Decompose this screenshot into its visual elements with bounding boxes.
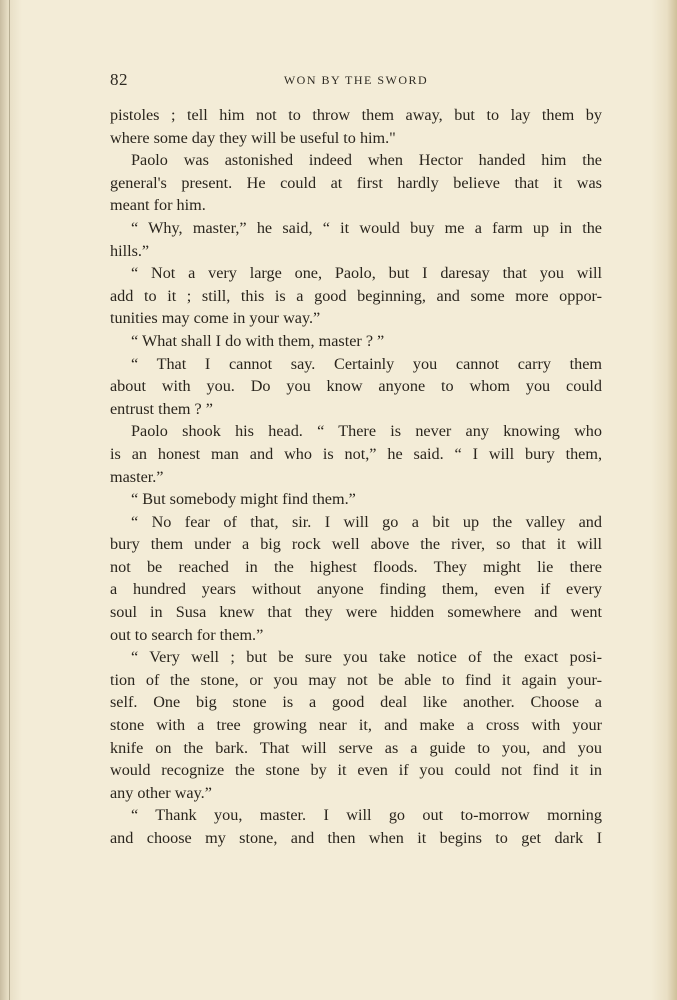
paragraph <box>110 511 602 647</box>
text-line: “ What shall I do with them, master ? ” <box>131 331 385 350</box>
text-line: general's present. He could at first hardly believe that it was <box>110 173 602 192</box>
text-line: about with you. Do you know anyone to whom you could <box>110 377 602 396</box>
body-text <box>110 104 602 850</box>
running-head: WON BY THE SWORD <box>283 73 429 87</box>
text-line: hills.” <box>110 241 150 260</box>
text-line: self. One big stone is a good deal like another. Choose a <box>110 693 602 712</box>
paragraph <box>110 217 602 262</box>
paragraph <box>110 104 602 149</box>
text-line: “ But somebody might find them.” <box>131 490 356 509</box>
text-line: “ Not a very large one, Paolo, but I daresay that you will <box>131 264 602 283</box>
text-line: pistoles ; tell him not to throw them away, but to lay them by <box>110 106 602 124</box>
page-number: 82 <box>110 70 128 89</box>
text-line: any other way.” <box>110 783 212 802</box>
text-line: “ That I cannot say. Certainly you cannot carry them <box>131 354 602 373</box>
paragraph <box>110 420 602 488</box>
text-line: not be reached in the highest floods. They might lie there <box>110 557 602 576</box>
text-line: Paolo was astonished indeed when Hector handed him the <box>131 151 602 170</box>
text-line: a hundred years without anyone finding them, even if every <box>110 580 602 599</box>
text-line: bury them under a big rock well above the river, so that it will <box>110 535 602 554</box>
text-line: where some day they will be useful to him." <box>110 128 396 147</box>
page-gutter-edge <box>9 0 10 1000</box>
paragraph <box>110 353 602 421</box>
text-line: would recognize the stone by it even if you could not find it in <box>110 761 602 780</box>
text-line: knife on the bark. That will serve as a guide to you, and you <box>110 738 602 757</box>
text-line: “ Why, master,” he said, “ it would buy me a farm up in the <box>131 218 602 237</box>
text-line: Paolo shook his head. “ There is never any knowing who <box>131 422 602 441</box>
text-line: is an honest man and who is not,” he said. “ I will bury them, <box>110 444 602 463</box>
page-header <box>110 70 602 90</box>
text-line: stone with a tree growing near it, and make a cross with your <box>110 716 602 735</box>
paragraph <box>110 646 602 804</box>
text-line: and choose my stone, and then when it begins to get dark I <box>110 829 602 847</box>
paragraph <box>110 149 602 217</box>
paragraph <box>110 488 602 511</box>
text-line: add to it ; still, this is a good beginning, and some more oppor- <box>110 286 602 305</box>
text-line: “ No fear of that, sir. I will go a bit up the valley and <box>131 512 602 531</box>
paragraph <box>110 330 602 353</box>
text-line: tunities may come in your way.” <box>110 309 321 328</box>
text-line: meant for him. <box>110 196 206 215</box>
text-line: out to search for them.” <box>110 625 264 644</box>
text-line: tion of the stone, or you may not be able to find it again your- <box>110 670 602 689</box>
text-line: “ Very well ; but be sure you take notice of the exact posi- <box>131 648 602 667</box>
paragraph <box>110 804 602 849</box>
text-line: soul in Susa knew that they were hidden somewhere and went <box>110 603 602 622</box>
paragraph <box>110 262 602 330</box>
text-line: “ Thank you, master. I will go out to-morrow morning <box>131 806 602 825</box>
text-line: entrust them ? ” <box>110 399 213 418</box>
text-line: master.” <box>110 467 164 486</box>
